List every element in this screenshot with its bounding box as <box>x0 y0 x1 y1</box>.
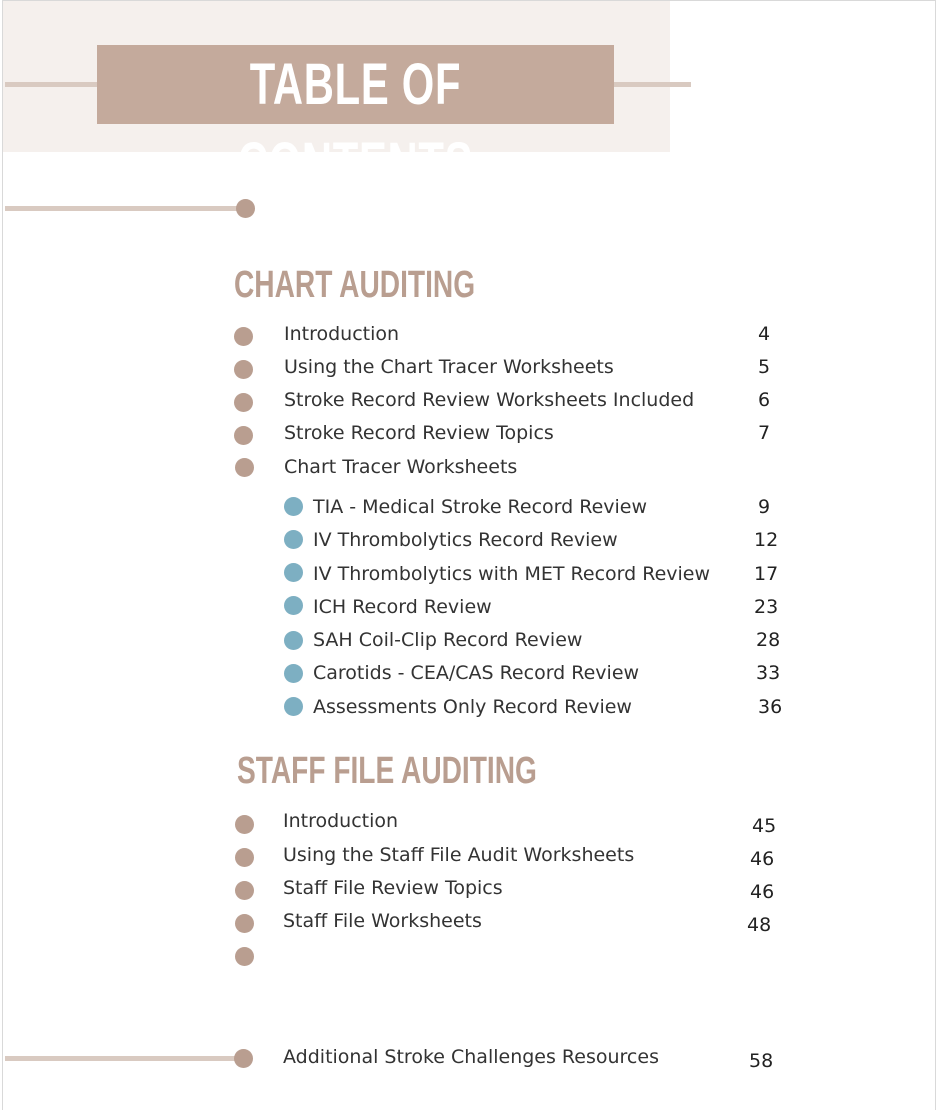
bullet-dot <box>235 848 254 867</box>
bullet-dot <box>234 1049 253 1068</box>
bullet-dot <box>234 327 253 346</box>
toc-item[interactable] <box>0 355 938 383</box>
bullet-dot <box>235 947 254 966</box>
toc-subitem-page: 12 <box>754 529 779 551</box>
toc-subitem-page: 36 <box>758 696 783 718</box>
toc-subitem-page: 23 <box>754 596 779 618</box>
toc-item-label: Introduction <box>284 323 400 345</box>
bullet-dot-blue <box>284 596 303 615</box>
toc-item[interactable] <box>0 421 938 449</box>
toc-item-label: Stroke Record Review Worksheets Included <box>284 389 695 411</box>
toc-item-page: 6 <box>758 389 771 411</box>
section-heading-chart-auditing: CHART AUDITING <box>234 264 476 306</box>
toc-item-page: 5 <box>758 356 771 378</box>
toc-item-label: Additional Stroke Challenges Resources <box>283 1046 659 1068</box>
header-line-right <box>613 82 691 87</box>
decorative-line-top <box>5 206 240 211</box>
toc-item[interactable] <box>0 909 938 937</box>
toc-item[interactable] <box>0 455 938 483</box>
toc-item-page: 4 <box>758 323 771 345</box>
toc-item-page: 46 <box>750 848 775 870</box>
toc-subitem-label: SAH Coil-Clip Record Review <box>313 629 583 651</box>
toc-subitem-page: 17 <box>754 563 779 585</box>
toc-subitem-page: 28 <box>756 629 781 651</box>
toc-item-page: 58 <box>749 1050 774 1072</box>
toc-item-label: Using the Chart Tracer Worksheets <box>284 356 614 378</box>
toc-item-label: Staff File Review Topics <box>283 877 503 899</box>
bullet-dot <box>234 360 253 379</box>
section-heading-staff-file-auditing: STAFF FILE AUDITING <box>237 750 537 792</box>
decorative-dot-top <box>236 199 255 218</box>
bullet-dot <box>234 426 253 445</box>
toc-item-page: 45 <box>752 815 777 837</box>
bullet-dot-blue <box>284 631 303 650</box>
toc-subitem-label: IV Thrombolytics Record Review <box>313 529 618 551</box>
toc-item[interactable] <box>0 809 938 837</box>
toc-subitem-label: ICH Record Review <box>313 596 492 618</box>
toc-subitem[interactable] <box>0 495 938 523</box>
bullet-dot <box>235 914 254 933</box>
toc-item-label: Stroke Record Review Topics <box>284 422 554 444</box>
toc-item-page: 46 <box>750 881 775 903</box>
toc-subitem[interactable] <box>0 695 938 723</box>
toc-item-label: Chart Tracer Worksheets <box>284 456 518 478</box>
page-title: TABLE OF CONTENTS <box>237 52 474 196</box>
toc-item[interactable] <box>0 322 938 350</box>
toc-subitem-label: Carotids - CEA/CAS Record Review <box>313 662 640 684</box>
toc-item-label: Staff File Worksheets <box>283 910 482 932</box>
toc-subitem-page: 33 <box>756 662 781 684</box>
toc-item-page: 48 <box>747 914 772 936</box>
bullet-dot <box>235 815 254 834</box>
toc-subitem-label: IV Thrombolytics with MET Record Review <box>313 563 711 585</box>
toc-subitem-label: TIA - Medical Stroke Record Review <box>313 496 648 518</box>
bullet-dot <box>235 458 254 477</box>
toc-subitem[interactable] <box>0 628 938 656</box>
bullet-dot-blue <box>284 497 303 516</box>
bullet-dot-blue <box>284 664 303 683</box>
toc-subitem[interactable] <box>0 661 938 689</box>
toc-subitem[interactable] <box>0 595 938 623</box>
bullet-dot-blue <box>284 697 303 716</box>
toc-subitem[interactable] <box>0 528 938 556</box>
bullet-dot <box>235 881 254 900</box>
toc-item-label: Introduction <box>283 810 399 832</box>
header-line-left <box>5 82 100 87</box>
toc-item-label: Using the Staff File Audit Worksheets <box>283 844 635 866</box>
header-title-box <box>97 45 614 196</box>
toc-item-additional[interactable] <box>0 1045 938 1073</box>
toc-item-page: 7 <box>758 422 771 444</box>
toc-subitem-label: Assessments Only Record Review <box>313 696 632 718</box>
bullet-dot-blue <box>284 563 303 582</box>
toc-item[interactable] <box>0 388 938 416</box>
toc-item[interactable] <box>0 876 938 904</box>
bullet-dot <box>234 393 253 412</box>
toc-item-empty <box>0 942 938 970</box>
bullet-dot-blue <box>284 530 303 549</box>
toc-subitem-page: 9 <box>758 496 771 518</box>
toc-item[interactable] <box>0 843 938 871</box>
toc-subitem[interactable] <box>0 562 938 590</box>
